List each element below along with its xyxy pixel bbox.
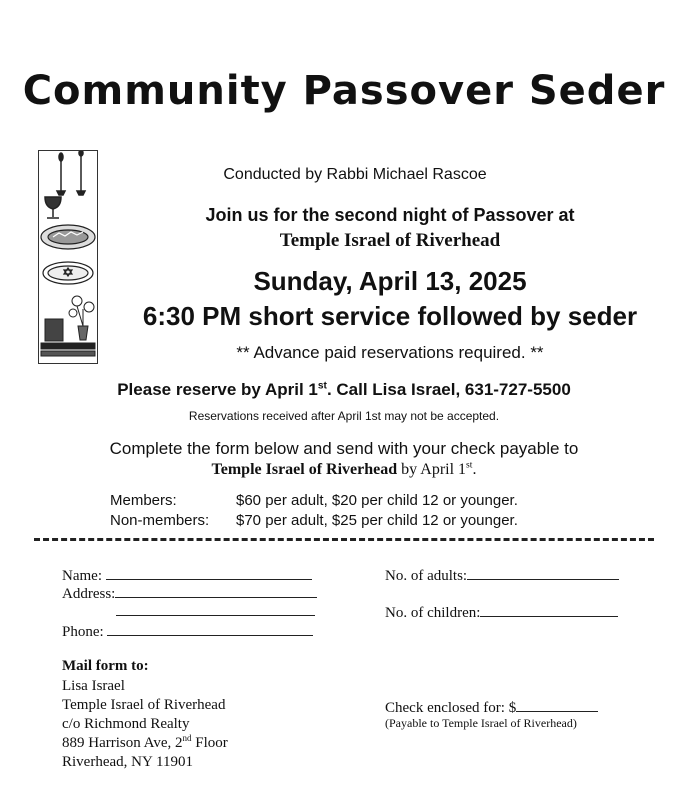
adults-field[interactable] bbox=[385, 565, 619, 585]
kiddush-cup-icon bbox=[45, 197, 61, 218]
payable-sup: st bbox=[466, 459, 473, 471]
cut-line-divider bbox=[34, 538, 654, 541]
payable-by: by April 1 bbox=[397, 461, 467, 478]
venue: Temple Israel of Riverhead bbox=[279, 230, 501, 251]
mail-street-suffix: Floor bbox=[191, 735, 228, 751]
seder-artwork bbox=[38, 150, 98, 364]
phone-field[interactable] bbox=[62, 621, 313, 641]
mail-street-prefix: 889 Harrison Ave, 2 bbox=[62, 735, 183, 751]
rate-value-members: $60 per adult, $20 per child 12 or younger. bbox=[236, 492, 518, 509]
reserve-suffix: . Call Lisa Israel, 631-727-5500 bbox=[326, 380, 571, 399]
children-label: No. of children: bbox=[385, 605, 481, 621]
address-line-2[interactable] bbox=[116, 601, 315, 616]
conducted-by: Conducted by Rabbi Michael Rascoe bbox=[223, 166, 487, 183]
event-date: Sunday, April 13, 2025 bbox=[253, 266, 527, 296]
join-line: Join us for the second night of Passover at bbox=[205, 205, 575, 225]
rate-label-nonmembers: Non-members: bbox=[110, 512, 210, 529]
mail-heading: Mail form to: bbox=[62, 658, 149, 674]
children-blank[interactable] bbox=[480, 602, 618, 617]
mail-street bbox=[62, 735, 228, 752]
address-label: Address: bbox=[62, 586, 116, 602]
advance-notice: ** Advance paid reservations required. ** bbox=[236, 343, 544, 362]
rate-label-members: Members: bbox=[110, 492, 177, 509]
form-intro: Complete the form below and send with your check payable to bbox=[109, 439, 579, 458]
phone-blank[interactable] bbox=[107, 621, 313, 636]
mail-street-sup: nd bbox=[182, 733, 192, 743]
candlesticks-icon bbox=[57, 151, 85, 195]
children-field[interactable] bbox=[385, 602, 618, 622]
check-blank[interactable] bbox=[516, 697, 598, 712]
reserve-line bbox=[0, 380, 688, 400]
payable-line bbox=[0, 461, 688, 479]
mail-name: Lisa Israel bbox=[62, 678, 125, 694]
check-field[interactable] bbox=[385, 697, 598, 717]
phone-label: Phone: bbox=[62, 624, 104, 640]
address-blank-1[interactable] bbox=[115, 583, 317, 598]
name-blank[interactable] bbox=[106, 565, 312, 580]
reserve-sup: st bbox=[317, 380, 327, 392]
mail-co: c/o Richmond Realty bbox=[62, 716, 190, 732]
haggadah-icon bbox=[41, 319, 95, 356]
event-time: 6:30 PM short service followed by seder bbox=[142, 301, 638, 331]
adults-blank[interactable] bbox=[467, 565, 619, 580]
address-field[interactable] bbox=[62, 583, 317, 603]
check-label: Check enclosed for: $ bbox=[385, 700, 517, 716]
seder-plate-icon bbox=[41, 225, 95, 249]
payable-end: . bbox=[472, 461, 477, 478]
page-title: Community Passover Seder bbox=[22, 68, 666, 114]
mail-org: Temple Israel of Riverhead bbox=[62, 697, 226, 713]
adults-label: No. of adults: bbox=[385, 568, 468, 584]
reserve-prefix: Please reserve by April 1 bbox=[117, 380, 318, 399]
name-label: Name: bbox=[62, 568, 102, 584]
seder-illustration-icon bbox=[39, 151, 97, 363]
matzah-cover-icon bbox=[43, 262, 93, 284]
late-notice: Reservations received after April 1st may not be accepted. bbox=[188, 409, 500, 423]
payable-name: Temple Israel of Riverhead bbox=[211, 461, 398, 478]
mail-city: Riverhead, NY 11901 bbox=[62, 754, 193, 770]
name-field[interactable] bbox=[62, 565, 312, 585]
check-note: (Payable to Temple Israel of Riverhead) bbox=[385, 716, 577, 730]
rate-value-nonmembers: $70 per adult, $25 per child 12 or younger. bbox=[236, 512, 518, 529]
flowers-icon bbox=[69, 296, 94, 340]
address-blank-2[interactable] bbox=[116, 601, 315, 616]
